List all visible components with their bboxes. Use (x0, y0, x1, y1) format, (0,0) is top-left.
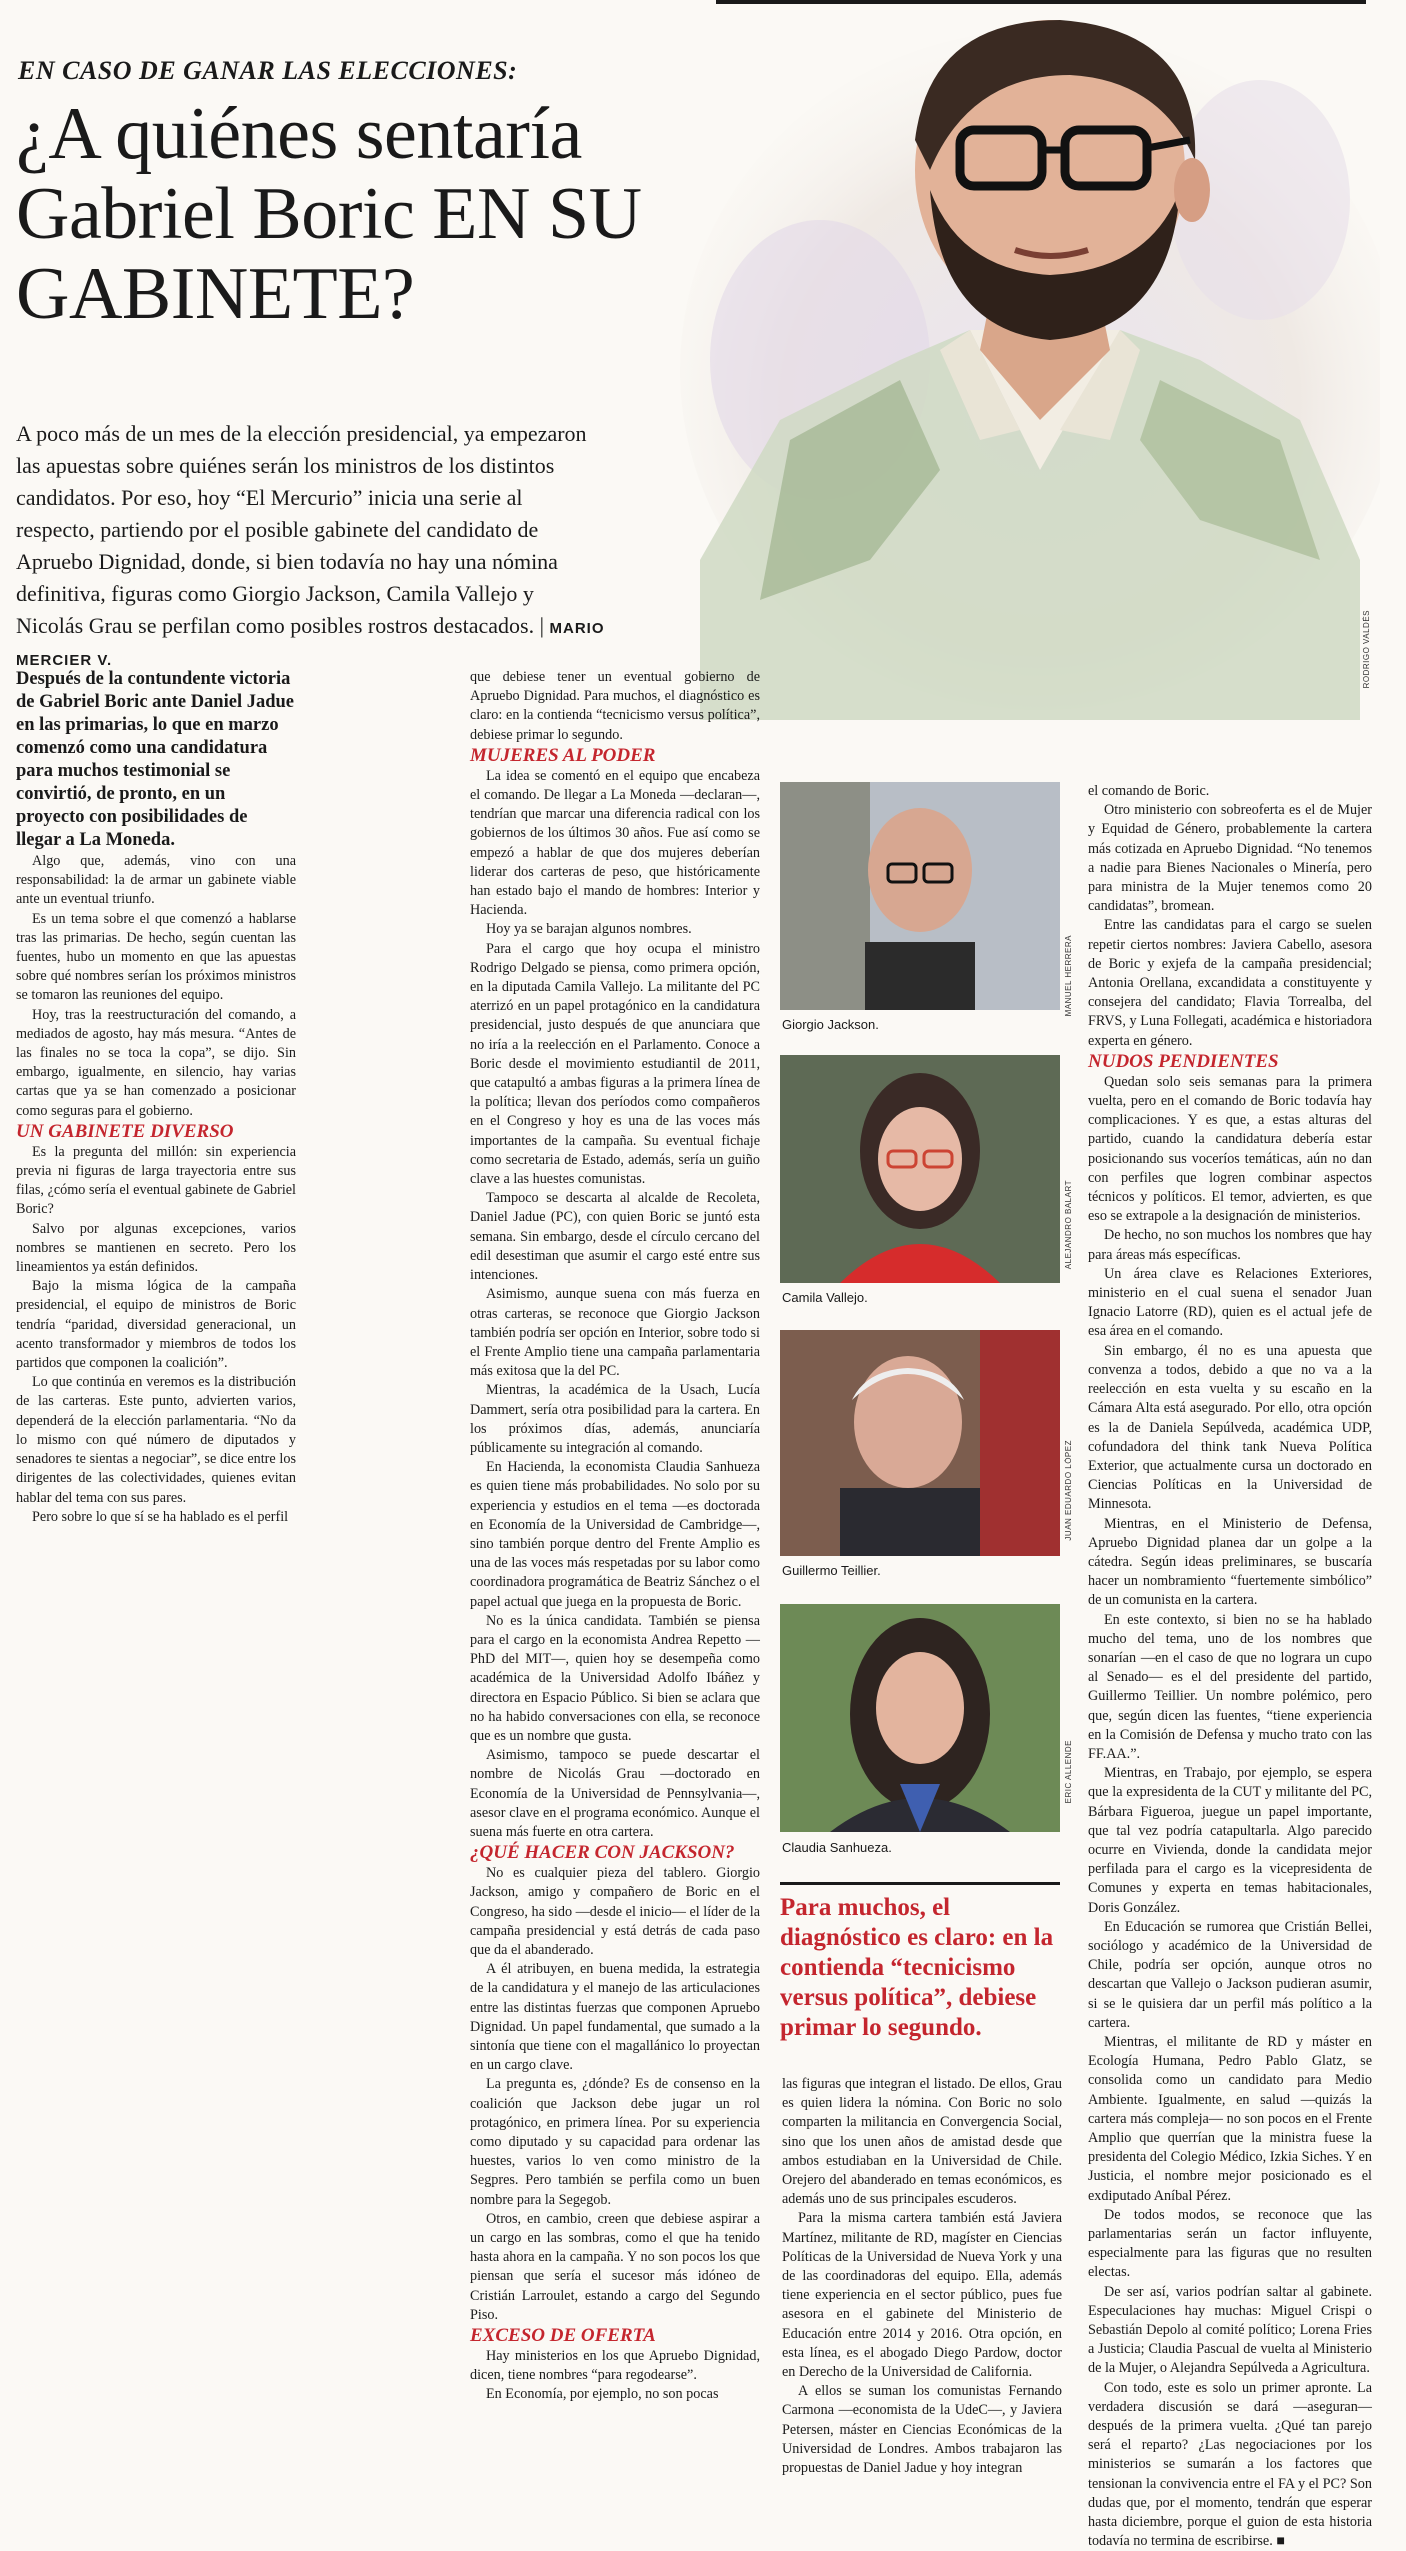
photo-guillermo-teillier (780, 1330, 1060, 1556)
column-2 (470, 668, 760, 2405)
byline-separator: | (539, 613, 550, 638)
paragraph: Bajo la misma lógica de la campaña presidencial, el equipo de ministros de Boric tendría “paridad, diversidad generacional, un acento transformador y miembros de todos los partidos que componen la coalición”. (16, 1278, 296, 1372)
paragraph: Mientras, el militante de RD y máster en Ecología Humana, Pedro Pablo Glatz, se consolida como un candidato para Medio Ambiente. Igualmente, en salud —quizás la cartera más compleja— no son pocos en el Frente Amplio que querrían que la ministra fuese la presidenta del Colegio Médico, Izkia Siches. Y en Justicia, el nombre mejor posicionado es el exdiputado Aníbal Pérez. (1088, 2034, 1372, 2204)
paragraph: Entre las candidatas para el cargo se suelen repetir ciertos nombres: Javiera Cabello, asesora de Boric y exjefa de la campaña presidencial; Antonia Orellana, excandidata a constituyente y consejera del candidato; Flavia Torrealba, del FRVS, y Luna Follegati, académica e historiadora experta en género. (1088, 917, 1372, 1049)
paragraph: No es la única candidata. También se piensa para el cargo en la economista Andrea Repetto —PhD del MIT—, quien hoy se desempeña como académica de la Universidad Adolfo Ibáñez y directora en Espacio Público. Si bien se aclara que no ha habido conversaciones con ella, se reconoce que es un nombre que gusta. (470, 1612, 760, 1744)
photo-caption: Guillermo Teillier. (782, 1563, 881, 1578)
paragraph: Un área clave es Relaciones Exteriores, ministerio en el cual suena el senador Juan Ignacio Latorre (RD), quien es el actual jefe de esa área en el comando. (1088, 1265, 1372, 1340)
paragraph: En Economía, por ejemplo, no son pocas (486, 2386, 719, 2403)
paragraph: las figuras que integran el listado. De ellos, Grau es quien lidera la nómina. Con Boric no solo comparten la militancia en Convergencia Social, sino que los unen años de amistad desde que ambos estudiaban en la Universidad de Chile. Orejero del abanderado en temas económicos, es además uno de sus principales escuderos. (782, 2076, 1062, 2208)
paragraph: Pero sobre lo que sí se ha hablado es el perfil (32, 1508, 289, 1525)
lead-text: A poco más de un mes de la elección presidencial, ya empezaron las apuestas sobre quiénes serán los ministros de los distintos candidatos. Por eso, hoy “El Mercurio” inicia una serie al respecto, partiendo por el posible gabinete del candidato de Apruebo Dignidad, donde, si bien todavía no hay una nómina definitiva, figuras como Giorgio Jackson, Camila Vallejo y Nicolás Grau se perfilan como posibles rostros destacados. (16, 421, 587, 638)
paragraph: Tampoco se descarta al alcalde de Recoleta, Daniel Jadue (PC), con quien Boric se juntó esta semana. Sin embargo, desde el círculo cercano del edil desestiman que asumir el cargo esté entre sus intenciones. (470, 1190, 760, 1284)
paragraph: Asimismo, tampoco se puede descartar el nombre de Nicolás Grau —doctorado en Economía de la Universidad de Pennsylvania—, asesor clave en el programa económico. Aunque el suena más fuerte en otra cartera. (470, 1747, 760, 1840)
column-1 (16, 668, 296, 1527)
paragraph: La idea se comentó en el equipo que encabeza el comando. De llegar a La Moneda —declaran—, tendrían que marcar una diferencia radical con los gobiernos de los últimos 30 años. Fue así como se empezó a hablar de que dos mujeres deberían liderar dos carteras de peso, que históricamente han estado bajo el mando de hombres: Interior y Hacienda. (470, 767, 760, 919)
paragraph: que debiese tener un eventual gobierno de Apruebo Dignidad. Para muchos, el diagnóstico es claro: en la contienda “tecnicismo versus política”, debiese primar lo segundo. (470, 669, 760, 743)
subhead: EXCESO DE OFERTA (470, 2325, 656, 2347)
paragraph: Para el cargo que hoy ocupa el ministro Rodrigo Delgado se piensa, como primera opción, en la diputada Camila Vallejo. La militante del PC aterrizó en un papel protagónico en la candidatura presidencial, justo después de que anunciara que no iría a la reelección en el Parlamento. Conoce a Boric desde el movimiento estudiantil de 2011, que catapultó a ambas figuras a la primera línea de la política; llevan dos períodos como compañeros en el Congreso y hoy es una de las voces más importantes de la campaña. Su eventual fichaje como secretaria de Estado, además, sería un guiño clave a las huestes comunistas. (470, 940, 760, 1188)
photo-claudia-sanhueza (780, 1604, 1060, 1832)
paragraph: De todos modos, se reconoce que las parlamentarias serán un factor influyente, especialmente para las figuras que no resulten electas. (1088, 2206, 1372, 2281)
paragraph: Algo que, además, vino con una responsabilidad: la de armar un gabinete viable ante un eventual triunfo. (16, 853, 296, 908)
pull-quote: Para muchos, el diagnóstico es claro: en la contienda “tecnicismo versus política”, debiese primar lo segundo. (780, 1882, 1060, 2043)
photo-credit: MANUEL HERRERA (1064, 935, 1073, 1017)
lead-paragraph (16, 418, 606, 674)
paragraph: Hoy ya se barajan algunos nombres. (486, 921, 692, 938)
paragraph: Otro ministerio con sobreoferta es el de Mujer y Equidad de Género, probablemente la cartera más cotizada en Apruebo Dignidad. “No tenemos a nadie para Bienes Nacionales o Minería, pero para ministra de la Mujer tenemos como 20 candidatas”, bromean. (1088, 802, 1372, 915)
subhead: UN GABINETE DIVERSO (16, 1120, 234, 1142)
portrait-illustration (640, 0, 1380, 720)
byline: MARIO MERCIER V. (16, 620, 605, 669)
paragraph: Mientras, en el Ministerio de Defensa, Apruebo Dignidad planea dar un golpe a la cátedra. Según ideas preliminares, se buscaría hacer un nombramiento “fuertemente simbólico” de un comunista en la cartera. (1088, 1515, 1372, 1609)
subhead: NUDOS PENDIENTES (1088, 1050, 1279, 1072)
paragraph: Hay ministerios en los que Apruebo Dignidad, dicen, tiene nombres “para regodearse”. (470, 2348, 760, 2384)
paragraph: Es la pregunta del millón: sin experiencia previa ni figuras de larga trayectoria entre sus filas, ¿cómo sería el eventual gabinete de Gabriel Boric? (16, 1143, 296, 1218)
paragraph: el comando de Boric. (1088, 783, 1210, 799)
paragraph: Mientras, en Trabajo, por ejemplo, se espera que la expresidenta de la CUT y militante del PC, Bárbara Figueroa, juegue un papel importante, que tal vez podría catapultarla. Algo parecido ocurre en Vivienda, donde la candidata mejor perfilada para el cargo es la vicepresidenta de Comunes y experta en temas habitacionales, Doris González. (1088, 1765, 1372, 1916)
photo-giorgio-jackson (780, 782, 1060, 1010)
paragraph: Con todo, este es solo un primer apronte. La verdadera discusión se dará —aseguran— después de la primera vuelta. ¿Qué tan parejo será el reparto? ¿Las negociaciones por los ministerios se sumarán a los factores que tensionan la convivencia entre el FA y el PC? Son dudas que, por el momento, tendrán que esperar hasta diciembre, porque el guion de esta historia todavía no termina de escribirse. ■ (1088, 2379, 1372, 2550)
photo-camila-vallejo (780, 1055, 1060, 1283)
paragraph: No es cualquier pieza del tablero. Giorgio Jackson, amigo y compañero de Boric en el Congreso, ha sido —desde el inicio— el líder de la campaña presidencial y está detrás de cada paso que da el abanderado. (470, 1865, 760, 1958)
paragraph: De hecho, no son muchos los nombres que hay para áreas más específicas. (1088, 1227, 1372, 1263)
paragraph: Sin embargo, él no es una apuesta que convenza a todos, debido a que no va a la reelección en esta vuelta y su escaño en la Cámara Alta está asegurado. Por ello, otra opción es la de Daniela Sepúlveda, académica UDP, cofundadora del think tank Nueva Política Exterior, que actualmente cursa un doctorado en Ciencias Políticas en la Universidad de Minnesota. (1088, 1342, 1372, 1513)
paragraph: A él atribuyen, en buena medida, la estrategia de la candidatura y el manejo de las articulaciones entre las distintas fuerzas que componen Apruebo Dignidad. Un papel fundamental, que sumado a la sintonía que tiene con el magallánico lo proyectan en un cargo clave. (470, 1961, 760, 2074)
paragraph: Quedan solo seis semanas para la primera vuelta, pero en el comando de Boric todavía hay complicaciones. Y es que, a estas alturas del partido, cuando la candidatura debería estar posicionando sus voceríos temáticas, aún no dan con perfiles que logren combinar aspectos técnicos y políticos. El temor, advierten, es que eso se extrapole a la designación de ministerios. (1088, 1073, 1372, 1225)
column-3-bottom (782, 2075, 1062, 2478)
paragraph: La pregunta es, ¿dónde? Es de consenso en la coalición que Jackson debe jugar un rol protagónico, en primera línea. Por su experiencia como diputado y su capacidad para ordenar las huestes, varios lo ven como ministro de la Segpres. Pero también se perfila como un buen nombre para la Segegob. (470, 2076, 760, 2208)
photo-credit: JUAN EDUARDO LÓPEZ (1064, 1440, 1073, 1541)
photo-caption: Giorgio Jackson. (782, 1017, 879, 1032)
portrait-photo (780, 1604, 1060, 1832)
subhead: ¿QUÉ HACER CON JACKSON? (470, 1842, 735, 1864)
photo-credit: ALEJANDRO BALART (1064, 1180, 1073, 1270)
paragraph: En Educación se rumorea que Cristián Bellei, sociólogo y académico de la Universidad de Chile, podría ser opción, aunque otros no descartan que Vallejo o Jackson pudieran asumir, si se le quisiera dar un perfil más político a la cartera. (1088, 1918, 1372, 2031)
subhead: MUJERES AL PODER (470, 744, 656, 766)
paragraph: Otros, en cambio, creen que debiese aspirar a un cargo en las sombras, como el que ha tenido hasta ahora en la campaña. Y no son pocos los que piensan que sería el sucesor más idóneo de Cristián Larroulet, estando a cargo del Segundo Piso. (470, 2210, 760, 2323)
paragraph: En Hacienda, la economista Claudia Sanhueza es quien tiene más probabilidades. No solo por su experiencia y estudios en el tema —es doctorada en Economía de la Universidad de Cambridge—, sino también porque dentro del Frente Amplio es una de las voces más respetadas por su labor como coordinadora programática de Beatriz Sánchez o el papel actual que juega en la propuesta de Boric. (470, 1459, 760, 1610)
paragraph: Lo que continúa en veremos es la distribución de las carteras. Este punto, advierten varios, dependerá de la elección parlamentaria. “No da lo mismo con qué número de diputados y senadores te sientas a negociar”, se dice entre los dirigentes de las colectividades, quienes evitan hablar del tema con sus pares. (16, 1374, 296, 1506)
portrait-photo (780, 1055, 1060, 1283)
illustration-credit: RODRIGO VALDÉS (1362, 610, 1371, 689)
paragraph: A ellos se suman los comunistas Fernando Carmona —economista de la UdeC—, y Javiera Petersen, máster en Ciencias Económicas de la Universidad de Londres. Ambos trabajaron las propuestas de Daniel Jadue y hoy integran (782, 2383, 1062, 2477)
photo-caption: Camila Vallejo. (782, 1290, 868, 1305)
paragraph: Asimismo, aunque suena con más fuerza en otras carteras, se reconoce que Giorgio Jackson también podría ser opción en Interior, sobre todo si el Frente Amplio tiene una campaña parlamentaria más exitosa que la del PC. (470, 1286, 760, 1380)
paragraph: Mientras, la académica de la Usach, Lucía Dammert, sería otra posibilidad para la cartera. En los próximos días, además, anunciaría públicamente su integración al comando. (470, 1382, 760, 1456)
paragraph: Para la misma cartera también está Javiera Martínez, militante de RD, magíster en Ciencias Políticas de la Universidad de Nueva York y una de las coordinadoras del equipo. Ella, además tiene experiencia en el sector público, pues fue asesora en el gabinete del Ministerio de Educación entre 2014 y 2016. Otra opción, en esta línea, es el abogado Diego Pardow, doctor en Derecho de la Universidad de California. (782, 2210, 1062, 2381)
paragraph: De ser así, varios podrían saltar al gabinete. Especulaciones hay muchas: Miguel Crispi o Sebastián Depolo al comité político; Lorena Fries a Justicia; Claudia Pascual de vuelta al Ministerio de la Mujer, o Alejandra Sepúlveda a Agricultura. (1088, 2283, 1372, 2377)
photo-credit: ERIC ALLENDE (1064, 1740, 1073, 1804)
portrait-photo (780, 1330, 1060, 1556)
paragraph: Hoy, tras la reestructuración del comando, a mediados de agosto, hay más mesura. “Antes de las finales no se toca la copa”, se dijo. Sin embargo, igualmente, en silencio, hay varias cartas que ya se han comenzado a posicionar como seguras para el gobierno. (16, 1006, 296, 1119)
paragraph: Es un tema sobre el que comenzó a hablarse tras las primarias. De hecho, según cuentan las fuentes, hubo un momento en que las apuestas sobre qué nombres serían los próximos ministros se tomaron las reuniones del equipo. (16, 910, 296, 1004)
headline: ¿A quiénes sentaría Gabriel Boric EN SU GABINETE? (16, 93, 642, 335)
paragraph: Salvo por algunas excepciones, varios nombres se mantienen en secreto. Pero los lineamientos ya están definidos. (16, 1220, 296, 1276)
column-4 (1088, 782, 1372, 2551)
photo-caption: Claudia Sanhueza. (782, 1840, 892, 1855)
intro-paragraph: Después de la contundente victoria de Gabriel Boric ante Daniel Jadue en las primarias, lo que en marzo comenzó como una candidatura para muchos testimonial se convirtió, de pronto, en un proyecto con posibilidades de llegar a La Moneda. (16, 669, 294, 850)
paragraph: En este contexto, si bien no se ha hablado mucho del tema, uno de los nombres que sonarían —en el caso de que no lograra un cupo al Senado— es el del presidente del partido, Guillermo Teillier. Un nombre polémico, pero que, según dicen las fuentes, “tiene experiencia en la Comisión de Defensa y mucho trato con las FF.AA.”. (1088, 1611, 1372, 1762)
kicker: EN CASO DE GANAR LAS ELECCIONES: (18, 56, 518, 85)
portrait-photo (780, 782, 1060, 1010)
candidate-illustration (640, 0, 1380, 720)
